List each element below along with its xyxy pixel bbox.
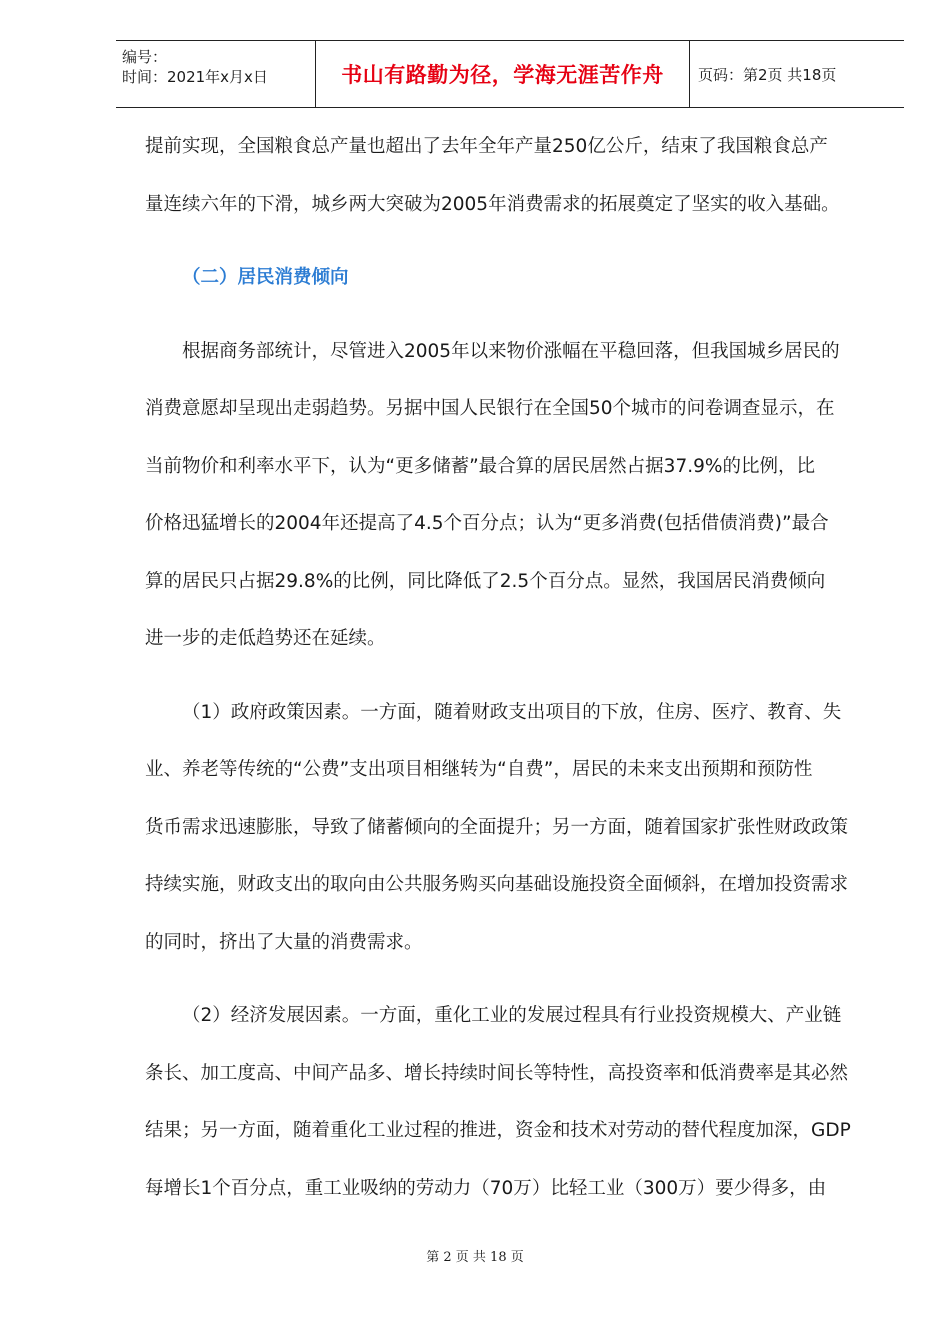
- text-line: 每增长1个百分点，重工业吸纳的劳动力（70万）比轻工业（300万）要少得多，由: [145, 1177, 827, 1199]
- header-motto: 书山有路勤为径，学海无涯苦作舟: [341, 63, 664, 87]
- header-meta-cell: [116, 41, 316, 107]
- text-line: 持续实施，财政支出的取向由公共服务购买向基础设施投资全面倾斜，在增加投资需求: [145, 874, 849, 895]
- header-motto-cell: [316, 41, 690, 107]
- text-line: 进一步的走低趋势还在延续。: [145, 628, 386, 649]
- text-line: 价格迅猛增长的2004年还提高了4.5个百分点；认为“更多消费(包括借债消费)”最合: [145, 513, 829, 534]
- document-body: [145, 118, 880, 1217]
- section-heading: （二）居民消费倾向: [182, 267, 349, 288]
- text-line: 货币需求迅速膨胀，导致了储蓄倾向的全面提升；另一方面，随着国家扩张性财政政策: [145, 816, 849, 838]
- text-line: 算的居民只占据29.8%的比例，同比降低了2.5个百分点。显然，我国居民消费倾向: [145, 570, 826, 592]
- header-page-cell: [690, 41, 904, 107]
- text-line: （2）经济发展因素。一方面，重化工业的发展过程具有行业投资规模大、产业链: [182, 1005, 842, 1026]
- page-header: [116, 40, 904, 108]
- text-line: 条长、加工度高、中间产品多、增长持续时间长等特性，高投资率和低消费率是其必然: [145, 1062, 849, 1084]
- text-line: 当前物价和利率水平下，认为“更多储蓄”最合算的居民居然占据37.9%的比例，比: [145, 455, 815, 477]
- document-date-label: 时间：2021年x月x日: [122, 68, 268, 86]
- text-line: 结果；另一方面，随着重化工业过程的推进，资金和技术对劳动的替代程度加深，GDP: [145, 1120, 851, 1141]
- text-line: 消费意愿却呈现出走弱趋势。另据中国人民银行在全国50个城市的问卷调查显示，在: [145, 398, 835, 419]
- text-line: 的同时，挤出了大量的消费需求。: [145, 931, 423, 953]
- text-line: 提前实现，全国粮食总产量也超出了去年全年产量250亿公斤，结束了我国粮食总产: [145, 136, 828, 157]
- text-line: （1）政府政策因素。一方面，随着财政支出项目的下放，住房、医疗、教育、失: [182, 701, 842, 723]
- document-number-label: 编号：: [122, 48, 168, 66]
- text-line: 业、养老等传统的“公费”支出项目相继转为“自费”，居民的未来支出预期和预防性: [145, 759, 813, 780]
- page-footer: 第 2 页 共 18 页: [426, 1250, 524, 1265]
- text-line: 根据商务部统计，尽管进入2005年以来物价涨幅在平稳回落，但我国城乡居民的: [182, 340, 840, 362]
- header-page-info: 页码：第2页 共18页: [698, 65, 837, 84]
- text-line: 量连续六年的下滑，城乡两大突破为2005年消费需求的拓展奠定了坚实的收入基础。: [145, 193, 840, 215]
